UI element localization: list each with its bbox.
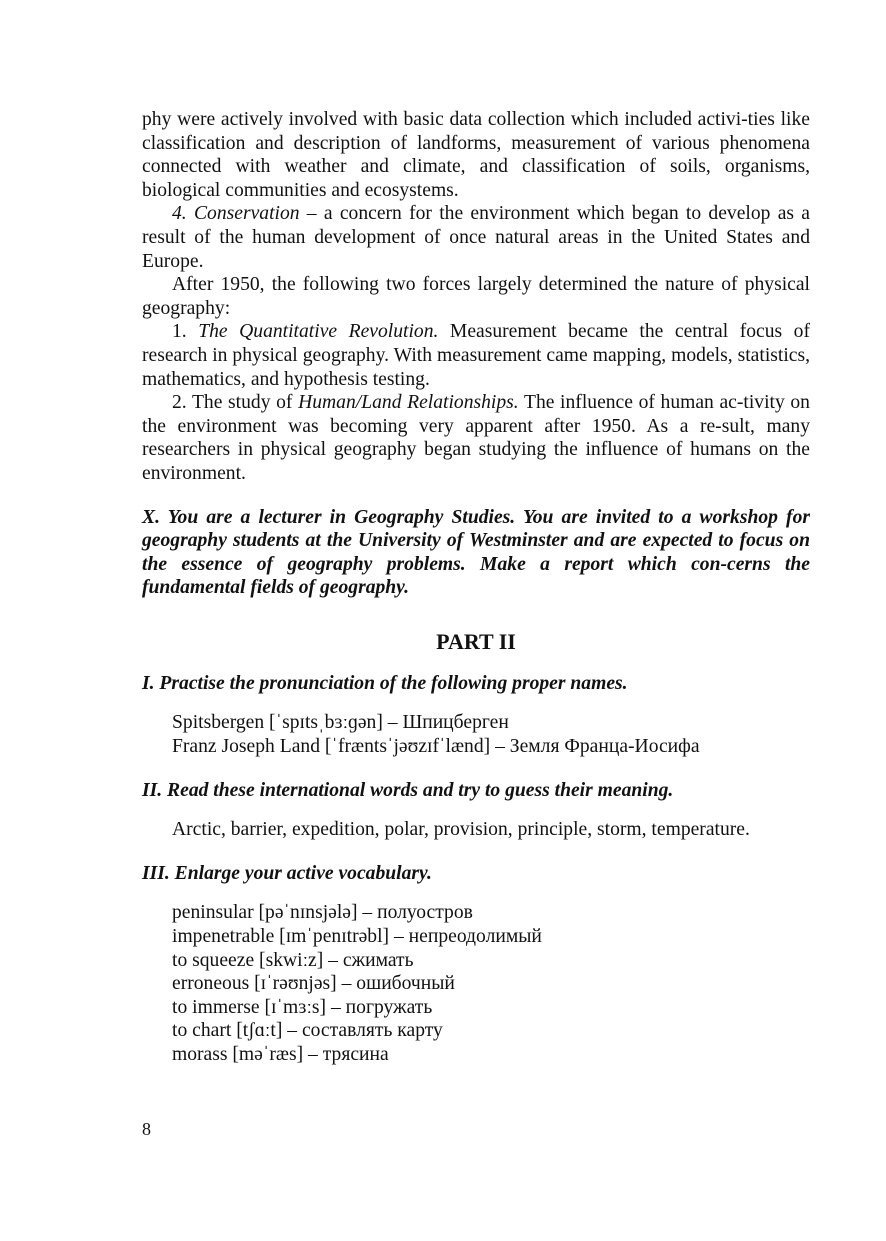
spacer	[142, 842, 810, 862]
international-words	[142, 818, 810, 842]
vocabulary-item: impenetrable [ɪmˈpenɪtrəbl] – непреодолимый	[172, 926, 542, 948]
vocabulary-list	[142, 901, 810, 1066]
page-number: 8	[142, 1119, 151, 1139]
spacer	[142, 656, 810, 672]
paragraph-human-land	[142, 391, 810, 485]
paragraph-conservation	[142, 202, 810, 273]
task-x: X. You are a lecturer in Geography Studies. You are invited to a workshop for geography students at the University of Westminster and are expected to focus on the essence of geography problems. Make a report which con-cerns the fundamental fields of geography.	[142, 506, 810, 599]
proper-name-item: Franz Joseph Land [ˈfræntsˈjəʊzɪfˈlænd] – Земля Франца-Иосифа	[172, 736, 700, 758]
quantitative-number: 1.	[172, 321, 199, 343]
quantitative-label: The Quantitative Revolution.	[198, 321, 439, 343]
spacer	[142, 885, 810, 901]
proper-names-list	[142, 711, 810, 758]
paragraph-data-collection: phy were actively involved with basic data collection which included activi-ties like classification and description of landforms, measurement of various phenomena connected with weather and climate, and classification of soils, organisms, biological communities and ecosystems.	[142, 109, 810, 201]
spacer	[142, 759, 810, 779]
spacer	[142, 802, 810, 818]
proper-name-item: Spitsbergen [ˈspɪtsˌbɜːɡən] – Шпицберген	[172, 712, 509, 734]
vocabulary-item: to immerse [ɪˈmɜːs] – погружать	[172, 996, 433, 1018]
vocabulary-item: erroneous [ɪˈrəʊnjəs] – ошибочный	[172, 973, 455, 995]
vocabulary-item: peninsular [pəˈnɪnsjələ] – полуостров	[172, 902, 473, 924]
human-land-text: The influence of human ac-tivity on the environment was becoming very apparent after 1950. As a re-sult, many researchers in physical geography began studying the influence of humans on the environment.	[142, 392, 810, 484]
vocabulary-item: to chart [tʃɑːt] – составлять карту	[172, 1020, 443, 1042]
human-land-prefix: 2. The study of	[172, 392, 299, 414]
spacer	[142, 486, 810, 506]
task-i-heading: I. Practise the pronunciation of the following proper names.	[142, 672, 628, 694]
page-body	[142, 108, 810, 1067]
spacer	[142, 600, 810, 628]
paragraph-after-1950: After 1950, the following two forces largely determined the nature of physical geography:	[142, 274, 810, 319]
vocabulary-item: morass [məˈræs] – трясина	[172, 1044, 389, 1065]
part-title: PART II	[436, 628, 516, 654]
task-ii-heading: II. Read these international words and try to guess their meaning.	[142, 779, 674, 801]
human-land-label: Human/Land Relationships.	[298, 392, 519, 414]
international-words-text: Arctic, barrier, expedition, polar, provision, principle, storm, temperature.	[172, 819, 750, 841]
vocabulary-item: to squeeze [skwiːz] – сжимать	[172, 949, 414, 971]
conservation-label: 4. Conservation	[172, 203, 300, 225]
paragraph-quantitative-revolution	[142, 320, 810, 391]
spacer	[142, 695, 810, 711]
task-iii-heading: III. Enlarge your active vocabulary.	[142, 862, 432, 884]
quantitative-text: Measurement became the central focus of research in physical geography. With measurement came mapping, models, statistics, mathematics, and hypothesis testing.	[142, 321, 810, 390]
conservation-text: – a concern for the environment which began to develop as a result of the human development of once natural areas in the United States and Europe.	[142, 203, 810, 272]
